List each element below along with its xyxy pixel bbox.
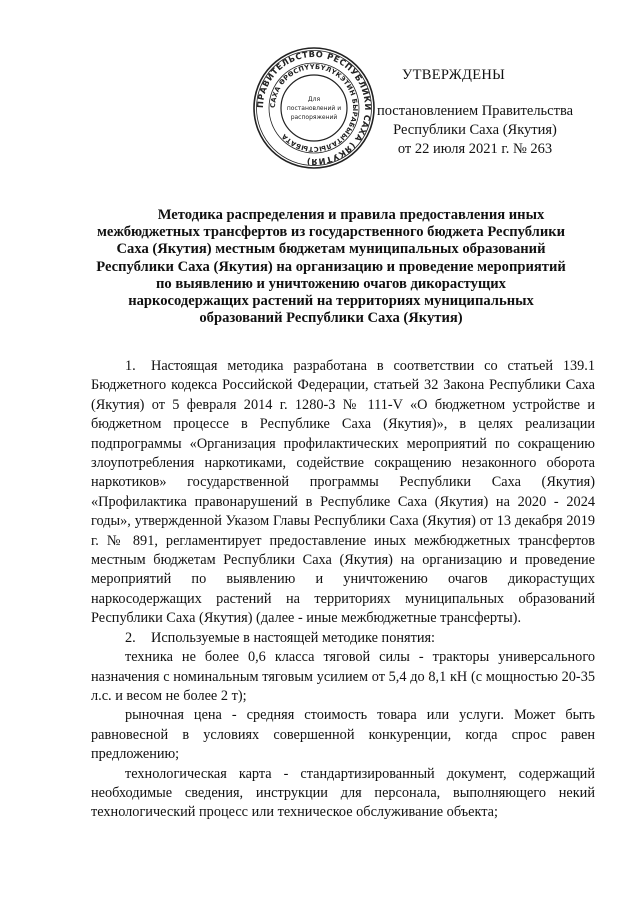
definition-tractor: техника не более 0,6 класса тяговой силы - тракторы универсального назначения с номинальным тяговым усилием от 5,4 до 8,1 кН (с мощностью 20-35 л.с. и весом не более 2 т); bbox=[91, 649, 595, 704]
paragraph-text: Используемые в настоящей методике понятия: bbox=[151, 629, 436, 646]
approval-line-3: от 22 июля 2021 г. № 263 bbox=[397, 141, 553, 157]
approval-block bbox=[360, 66, 590, 159]
approval-line-1: постановлением Правительства bbox=[376, 103, 574, 119]
paragraph-1 bbox=[91, 357, 595, 629]
approval-line-2: Республики Саха (Якутия) bbox=[393, 122, 557, 138]
seal-outer-text: ПРАВИТЕЛЬСТВО РЕСПУБЛИКИ САХА (ЯКУТИЯ) bbox=[254, 48, 374, 168]
document-title: Методика распределения и правила предоставления иных межбюджетных трансфертов из государственного бюджета Республики Саха (Якутия) местным бюджетам муниципальных образований Республики Саха (Якутия) на организацию и проведение мероприятий по выявлению и уничтожению очагов дикорастущих наркосодержащих растений на территориях муниципальных образований Республики Саха (Якутия) bbox=[96, 207, 566, 327]
seal-inner-text: САХА ӨРӨСПҮҮБҮЛҮКЭТИН БЫРАБЫЫТАЛЫСТЫБАТА bbox=[268, 62, 360, 154]
seal-center-line-2: постановлений и bbox=[286, 105, 342, 112]
paragraph-text: Настоящая методика разработана в соответствии со статьей 139.1 Бюджетного кодекса Российской Федерации, статьей 32 Закона Республики Саха (Якутия) от 5 февраля 2014 г. 1280-З № 111-V «О бюджетном устройстве и бюджетном процессе в Республике Саха (Якутия)», в целях реализации подпрограммы «Организация профилактических мероприятий по сокращению злоупотребления наркотиками, содействие сокращению незаконного оборота наркотиков» государственной программы Республики Саха (Якутия) «Профилактика правонарушений в Республике Саха (Якутия) на 2020 - 2024 годы», утвержденной Указом Главы Республики Саха (Якутия) от 13 декабря 2019 г. № 891, регламентирует предоставление иных межбюджетных трансфертов местным бюджетам Республики Саха (Якутия) на организацию и проведение мероприятий по выявлению и уничтожению очагов дикорастущих наркосодержащих растений на территориях муниципальных образований Республики Саха (Якутия) (далее - иные межбюджетные трансферты). bbox=[91, 358, 595, 627]
document-body bbox=[91, 357, 595, 823]
definition-tech-map: технологическая карта - стандартизированный документ, содержащий необходимые сведения, инструкции для персонала, выполняющего некий технологический процесс или техническое обслуживание объекта; bbox=[91, 765, 595, 821]
paragraph-number: 2. bbox=[125, 629, 136, 646]
approval-title: УТВЕРЖДЕНЫ bbox=[402, 67, 506, 83]
official-seal bbox=[252, 46, 376, 170]
seal-center-line-3: распоряжений bbox=[290, 114, 338, 121]
definition-market-price: рыночная цена - средняя стоимость товара или услуги. Может быть равновесной в условиях совершенной конкуренции, когда спрос равен предложению; bbox=[91, 707, 595, 763]
paragraph-number: 1. bbox=[125, 358, 136, 374]
seal-center-line-1: Для bbox=[307, 96, 321, 103]
paragraph-2 bbox=[91, 629, 595, 648]
